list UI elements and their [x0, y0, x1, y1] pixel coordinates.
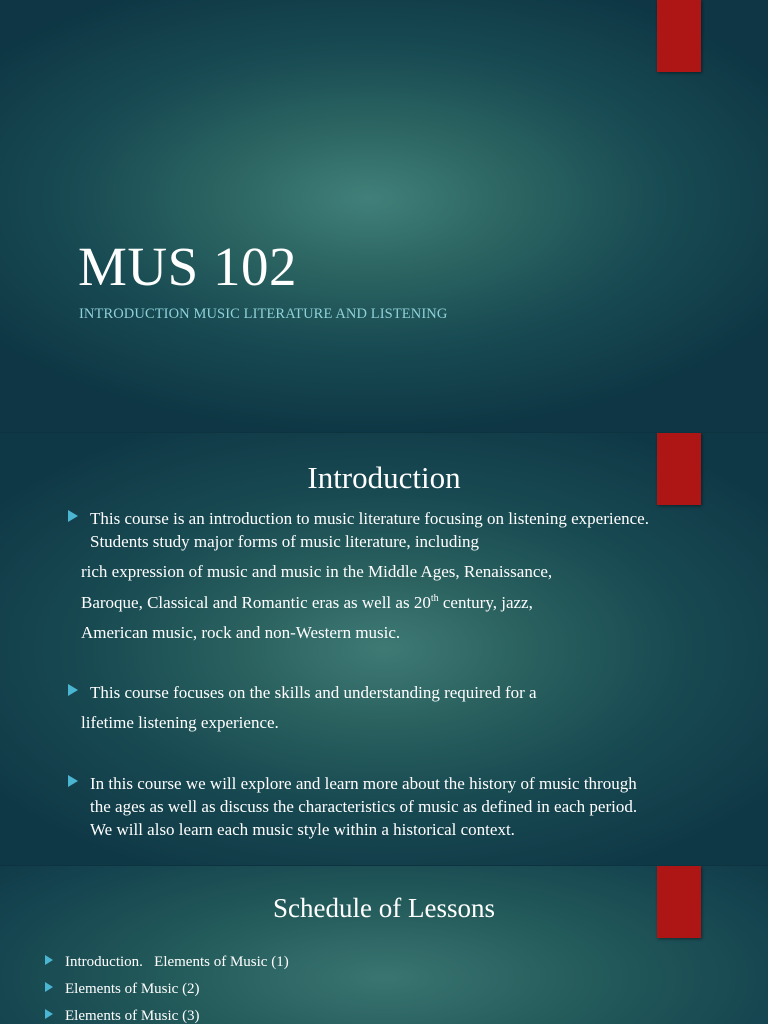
schedule-item: Elements of Music (3): [65, 1008, 200, 1024]
paragraph-line: American music, rock and non-Western music.: [81, 623, 401, 642]
superscript: th: [430, 593, 439, 604]
bullet-text-line: lifetime listening experience.: [81, 713, 279, 732]
title-slide: [0, 0, 768, 432]
red-accent-tab: [657, 0, 701, 72]
paragraph-line: rich expression of music and music in the Middle Ages, Renaissance,: [81, 562, 553, 581]
schedule-slide: [0, 866, 768, 1024]
course-subtitle: INTRODUCTION MUSIC LITERATURE AND LISTENING: [79, 306, 448, 322]
bullet-arrow-icon: [68, 510, 78, 522]
bullet-text-line: the ages as well as discuss the characteristics of music as defined in each period.: [90, 797, 638, 816]
slide-title: Introduction: [307, 460, 461, 495]
introduction-slide: [0, 433, 768, 865]
schedule-item: Elements of Music (2): [65, 981, 200, 997]
bullet-arrow-icon: [45, 955, 53, 965]
slide-title: Schedule of Lessons: [273, 893, 495, 923]
bullet-arrow-icon: [45, 982, 53, 992]
paragraph-line: Baroque, Classical and Romantic eras as well as 20th century, jazz,: [81, 593, 533, 612]
bullet-text-line: Students study major forms of music literature, including: [90, 532, 480, 551]
bullet-text-line: This course focuses on the skills and understanding required for a: [90, 683, 537, 702]
bullet-arrow-icon: [45, 1009, 53, 1019]
bullet-text-line: In this course we will explore and learn more about the history of music through: [90, 774, 637, 793]
bullet-text-line: We will also learn each music style within a historical context.: [90, 820, 515, 839]
bullet-text-line: This course is an introduction to music literature focusing on listening experience.: [90, 509, 649, 528]
bullet-arrow-icon: [68, 684, 78, 696]
course-title: MUS 102: [78, 236, 297, 297]
schedule-item: Introduction. Elements of Music (1): [65, 954, 289, 970]
bullet-arrow-icon: [68, 775, 78, 787]
